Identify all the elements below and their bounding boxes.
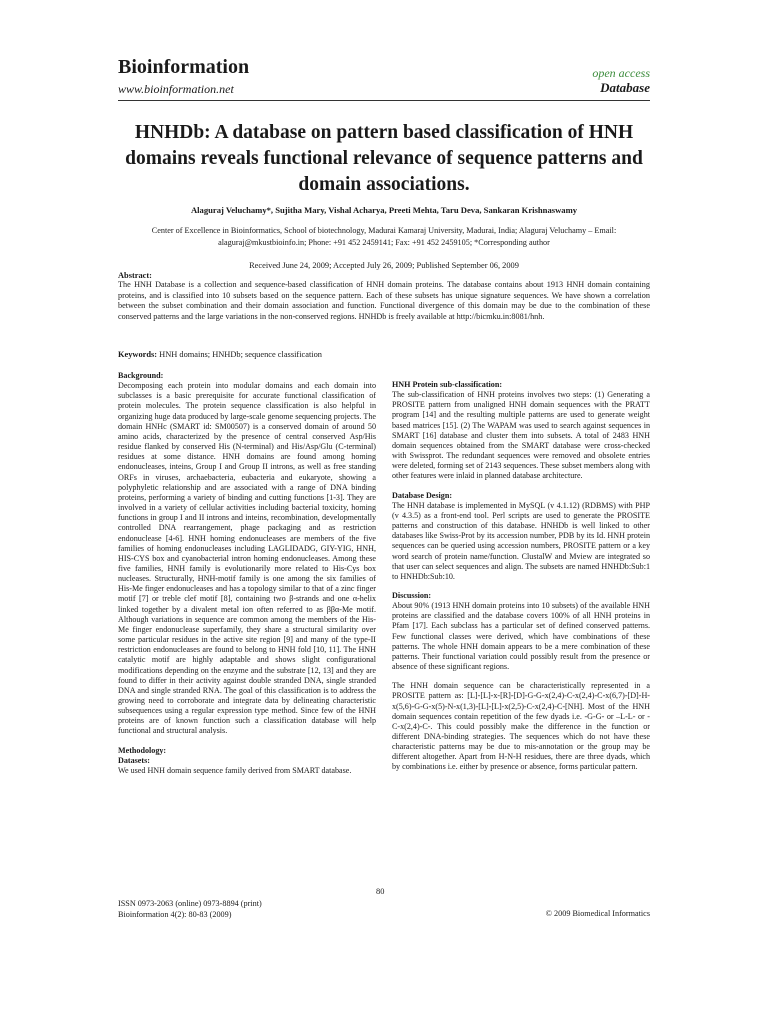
subclassification-text: The sub-classification of HNH proteins involves two steps: (1) Generating a PROSITE pattern from unaligned HNH domain sequences with the PRATT program [14] and the resulting multiple patterns are used to generate weight based matrices [15]. (2) The WAPAM was used to search against sequences in SMART [16] database and cluster them into subsets. A total of 2483 HNH domain sequences obtained from the SMART database were cross-checked with Swissprot. The redundant sequences were removed and obsolete entries were deleted, forming set of 2143 sequences. These subset members along with other features were inlaid in planned database architecture. (392, 390, 650, 481)
discussion-text-1: About 90% (1913 HNH domain proteins into 10 subsets) of the available HNH proteins are classified and the database covers 100% of all HNH proteins in Pfam [17]. Each subclass has a particular set of defined conserved patterns. Few functional classes were derived, which have combinations of these patterns. The whole HNH domain appears to be a mere combination of these patterns. Their functional variation could possibly result from the presence or absence of these significant regions. (392, 601, 650, 672)
subclassification-heading: HNH Protein sub-classification: (392, 380, 503, 389)
discussion-text-2: The HNH domain sequence can be characteristically represented in a PROSITE pattern as: [L]-[L]-x-[R]-[D]-G-G-x(2,4)-C-x(2,4)-C-x(6,7)-[D]-H-x(5,6)-G-G-x(5)-N-x(1,3)-[L]-[L]-x(2,5)-C-x(2,4)-C-[NH]. Most of the HNH domain sequences contain repetition of the few dyads i.e. -G-G- or –L-L- or -C-x(2,4)-C-. This could possibly make the difference in the function or different DNA-binding strategies. The sequences which do not have these characteristic patterns may be due to mis-annotation or the group may be different altogether. Apart from H-N-H residues, there are three dyads, which by combinations i.e. either by presence or absence, forms particular pattern. (392, 681, 650, 772)
article-type-label: Database (600, 80, 650, 95)
citation-line: Bioinformation 4(2): 80-83 (2009) (118, 910, 232, 919)
article-title: HNHDb: A database on pattern based classification of HNH domains reveals functional relevance of sequence patterns and domain associations. (125, 122, 643, 195)
copyright-line: © 2009 Biomedical Informatics (545, 909, 650, 918)
discussion-heading: Discussion: (392, 590, 432, 600)
footer-left (118, 898, 262, 920)
page-number: 80 (376, 887, 385, 896)
keywords-line (118, 350, 322, 359)
right-column (392, 380, 650, 773)
methodology-heading: Methodology: (118, 745, 167, 755)
database-design-heading: Database Design: (392, 490, 453, 500)
journal-url[interactable]: www.bioinformation.net (118, 82, 234, 96)
author-list: Alaguraj Veluchamy*, Sujitha Mary, Vishal Acharya, Preeti Mehta, Taru Deva, Sankaran Krishnaswamy (190, 205, 578, 215)
background-text: Decomposing each protein into modular domains and each domain into subclasses is a basic prerequisite for accurate functional classification of protein molecules. The protein sequence classification is also helpful in organizing huge data produced by large-scale genome sequencing projects. The domain HNHc (SMART id: SM00507) is a conserved domain of around 50 amino acids, characterized by the presence of central conserved Asp/His residue flanked by conserved His (N-terminal) and His/Asp/Glu (C-terminal) residues at some distance. HNH domains are found among homing endonucleases, inteins, Group I and Group II introns, as well as free standing ORFs in viruses, archaebacteria, eubacteria and eukaryote, showing a polyphyletic relationship and are associated with a range of DNA binding proteins, performing a variety of binding and cutting functions [1-3]. They are involved in a variety of cellular activities including bacterial toxicity, homing functions in group I and II introns and inteins, recombination, developmentally controlled DNA rearrangement, phage packaging and as restriction endonuclease [4-6]. HNH homing endonucleases are members of the five families of homing endonucleases including LAGLIDADG, GIY-YIG, HNH, HIS-CYS box and cyanobacterial intron homing endonucleases. Among these five families, HNH family is evolutionarily more related to His-Cys box nucleases. Structurally, HNH-motif family is one among the six families of His-Me finger endonucleases and has a topology similar to that of a zinc finger motif [7] or treble clef motif [8], containing two β-strands and one α-helix linked together by a divalent metal ion often referred to as ββα-Me motif. Although variations in sequence are common among the members of the His-Me finger endonuclease superfamily, they share a structural similarity over some particular residues in the active site region [9] and many of the type-II restriction endonucleases are found to belong to HNH fold [10, 11]. The HNH catalytic motif are highly adaptable and shows slight configurational modifications depending on the enzyme and the substrate [12, 13] and they are found to differ in their activity against double stranded DNA, single stranded DNA and single stranded RNA. The goal of this classification is to address the growing need to corroborate and integrate data by delineating characteristic subsequences using a regular expression type method. Since few of the HNH proteins are of known function such a classification database will help functional and structural analysis. (118, 381, 376, 736)
keywords-text: HNH domains; HNHDb; sequence classification (159, 350, 322, 359)
keywords-label: Keywords: (118, 350, 158, 359)
publication-dates: Received June 24, 2009; Accepted July 26, 2009; Published September 06, 2009 (249, 261, 519, 270)
open-access-label: open access (592, 66, 650, 80)
journal-name: Bioinformation (118, 56, 250, 78)
datasets-heading: Datasets: (118, 755, 150, 765)
abstract-text: The HNH Database is a collection and sequence-based classification of HNH domain proteins. The database contains about 1913 HNH domain containing proteins, and is classified into 10 subsets based on the sequence pattern. Each of these subsets has unique signature sequences. We have shown a correlation between the subset combination and their domain association and function. Functional divergence of this domain may be due to the combination of these conserved patterns and the large variations in the non-conserved regions. HNHDb is freely available at http://bicmku.in:8081/hnh. (118, 280, 650, 321)
datasets-text: We used HNH domain sequence family derived from SMART database. (118, 765, 352, 775)
header-divider (118, 100, 650, 101)
abstract-heading: Abstract: (118, 271, 152, 280)
issn-line: ISSN 0973-2063 (online) 0973-8894 (print) (118, 899, 262, 908)
left-column (118, 371, 376, 776)
background-heading: Background: (118, 371, 164, 380)
database-design-text: The HNH database is implemented in MySQL (v 4.1.12) (RDBMS) with PHP (v 4.3.5) as a front-end tool. Perl scripts are used to generate the PROSITE patterns and construction of this database. HNHDb is well linked to other databases like Swiss-Prot by its accession number, PDB by its Id. HNH protein sequences can be queried using accession numbers, PROSITE pattern or a key word search of protein name/function. ClustalW and Mview are integrated so that user can select sequences and align. The subsets are named HNHDb:Sub:1 to HNHDb:Sub:10. (392, 500, 650, 581)
affiliation: Center of Excellence in Bioinformatics, School of biotechnology, Madurai Kamaraj University, Madurai, India; Alaguraj Veluchamy – Email: alaguraj@mkustbioinfo.in; Phone: +91 452 2459141; Fax: +91 452 2459105; *Corresponding author (151, 226, 617, 247)
